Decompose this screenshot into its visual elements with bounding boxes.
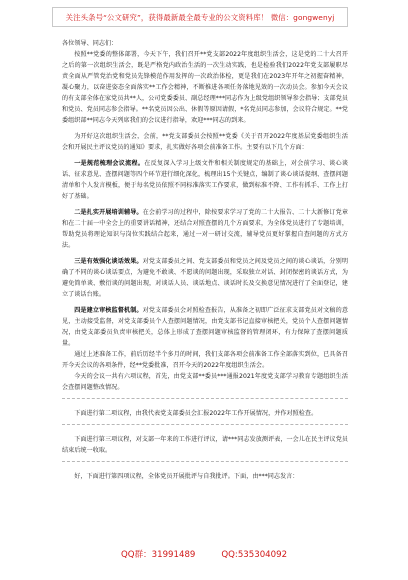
footer-qq: QQ:535304092 xyxy=(221,550,288,560)
divider xyxy=(62,424,348,425)
section-3-body: 对党支部委员之间、党支部委员和党员之间及党员之间的谈心谈话，分别明确了不同的谈心谈话要点，为避免不敢谈、不愿谈的问题出现，采取独立对话、封闭保密的谈话方式，为避免简单谈、敷衍谈的问题出现，对谈话人员、谈话地点、谈话时长及交换意见情况进行了全面登记，建立了谈话台账。 xyxy=(62,258,348,298)
section-3-heading: 三是有效强化谈话效果。 xyxy=(74,258,143,265)
paragraph-opening: 按照**党委的整体部署，今天下午，我们召开**党支部2022年度组织生活会，这是党的二十大召开之后的第一次组织生活会，既是严格党内政治生活的一次生动实践，也是检验我们2022年党支部履职尽责全面从严管党治党和党员先锋模范作用发挥的一次政治体检，更是我们在2023年开年之初握奋精神，凝心聚力，以奋进姿态全面落实**工作会精神，不断推进各项任务落地见效的一次动员会。参加今天会议的有支部全体在家党员共**人，公司党委委员、副总经理***同志作为上级党组织领导参会指导；支部党员和党员、党员同志参会指导。**名党员因公出、休假等原因请假，*名党员同志参加，会议符合规定。**党委组织部**同志今天列席我们的会议进行指导，欢迎***同志的到来。 xyxy=(62,51,348,124)
paragraph-agenda-1: 今天的会议一共有六项议程，首先，由党支部**委员***通报2021年度党支部学习教育专题组织生活会查摆问题整改情况。 xyxy=(62,373,348,391)
footer-qq-group: QQ群：31991489 xyxy=(120,550,196,560)
paragraph-agenda-4: 好，下面进行第四项议程，全体党员开展批评与自我批评。下面，由***同志发言： xyxy=(74,473,299,480)
section-1 xyxy=(62,158,348,202)
divider xyxy=(62,398,348,399)
greeting: 各位领导、同志们： xyxy=(62,40,118,47)
footer-contact xyxy=(0,548,408,560)
section-4 xyxy=(62,305,348,349)
section-2 xyxy=(62,207,348,251)
section-4-body: 对党支部委员会对照检查报告，从准备之初即广泛征求支部党员对文稿的意见，主动接受监督，对党支部委员个人查摆问题情况，由党支部书记直接审核把关，党员个人查摆问题情况，由党支部委员负责审核把关，总体上形成了查摆问题审核监督的管理闭环，有力保障了查摆问题质量。 xyxy=(62,307,348,347)
paragraph-agenda-2: 下面进行第二项议程，由我代表党支部委员会汇报2022年工作开展情况，并作对照检查。 xyxy=(74,410,318,417)
section-3 xyxy=(62,256,348,300)
divider xyxy=(62,461,348,462)
document-body xyxy=(62,38,348,482)
section-2-body: 在会前学习的过程中，除按要求学习了党的二十大报告、二十大新修订党章和在二十届一中全会上的重要讲话精神，还结合对照查摆的几个方面要求，为全体党员进行了专题培训，帮助党员将理论知识与岗位实践结合起来，通过一对一研讨交流，辅导党员更好掌握自查问题的方式方法。 xyxy=(62,209,348,249)
section-1-body: 在反复深入学习上级文件和相关制度规定的基础上，对会前学习、谈心谈话、征求意见、查摆问题等四个环节进行细化深化，梳理出15个关键点，编制了谈心谈话提纲、查摆问题清单和个人发言模板，便于每名党员依照不同标准落实工作要求，做到标准不降、工作有抓手、工作上打好了基础。 xyxy=(62,160,348,200)
section-2-heading: 二是扎实开展培训辅导。 xyxy=(74,209,143,216)
section-4-heading: 四是建立审核监督机制。 xyxy=(74,307,143,314)
section-1-heading: 一是规范梳理会议流程。 xyxy=(74,160,145,167)
paragraph-conclusion: 通过上述准备工作，前后历经半个多月的时间，我们支部各项会前准备工作全部落实到位，已具备召开今天会议的各项条件，经**党委批准，召开今天的2022年度组织生活会。 xyxy=(62,351,348,369)
paragraph-preparation: 为开好这次组织生活会，会前，**党支部委员会按照**党委《关于召开2022年度基层党委组织生活会和开展民主评议党员的通知》要求，扎实做好各项会前准备工作。主要有以下几个方面： xyxy=(62,133,348,151)
paragraph-agenda-3: 下面进行第三项议程，对支部一年来的工作进行评议，请***同志发放测评表，一会儿在民主评议党员结束后统一收取。 xyxy=(62,436,348,454)
promo-banner-text: 关注头条号“公文研究”，获得最新最全最专业的公文资料库！ 微信：gongwenyj xyxy=(65,12,335,22)
promo-banner xyxy=(52,7,348,27)
